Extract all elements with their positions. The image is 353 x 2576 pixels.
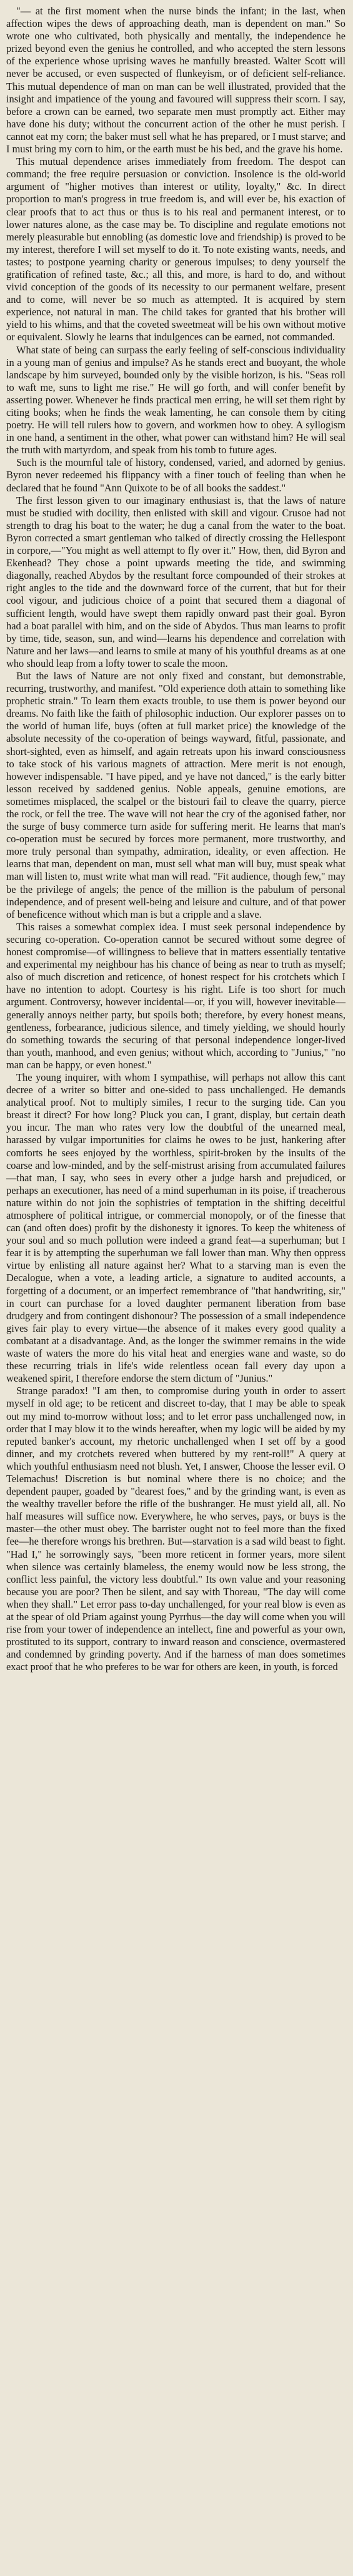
article-paragraph: The young inquirer, with whom I sympathise, will perhaps not allow this cant decree of a writer so bitter and one-sided to pass unchallenged. He demands analytical proof. Not to multiply similes, I recur to the surging tide. Can you breast it direct? For how long? Pluck you can, I grant, display, but certain death you incur. The man who rates very low the doubtful of the unearned meal, harassed by vulgar importunities for claims he owes to be just, hankering after comforts he sees enjoyed by the worthless, spirit-broken by the insults of the coarse and low-minded, and by the self-mistrust arising from accumulated failures—that man, I say, who sees in every other a judge harsh and prejudiced, or perhaps an executioner, has need of a mind superhuman in its poise, if treacherous nature within do not join the sophistries of temptation in the shifting deceitful atmosphere of political intrigue, or commercial monopoly, or of the finesse that can (and often does) profit by the dishonesty it ignores. To keep the whiteness of your soul and so much pollution were indeed a grand feat—a superhuman; but I fear it is by attempting the superhuman we fall lower than man. Why then oppress virtue by enlisting all nature against her? What to a starving man is even the Decalogue, when a vote, a leading article, a signature to audited accounts, a forgetting of a document, or an imperfect remembrance of "that handwriting, sir," in court can purchase for a loved daughter permanent liberation from base drudgery and from contingent dishonour? The possession of a small independence gives fair play to every virtue—the absence of it makes every good quality a combatant at a disadvantage. And, as the longer the swimmer remains in the wide waste of waters the more do his vital heat and energies wane and waste, so do these recurring trials in life's wide relentless ocean fall every day upon a weakened spirit, I therefore endorse the stern dictum of "Junius." [6, 1071, 346, 1385]
article-paragraph: Such is the mournful tale of history, condensed, varied, and adorned by genius. Byron never redeemed his flippancy with a finer touch of feeling than when he declared that he found "Ann Quixote to be of all books the saddest." [6, 456, 346, 494]
article-paragraph: This mutual dependence arises immediately from freedom. The despot can command; the free require persuasion or conviction. Insolence is the old-world argument of "higher motives than interest or utility, loyalty," &c. In direct proportion to man's progress in true freedom is, and will ever be, his exaction of clear proofs that to act thus or thus is to his real and permanent interest, or to lower natures alone, as the case may be. To discipline and regulate emotions not merely pleasurable but ennobling (as domestic love and friendship) is proved to be my interest, therefore I will set myself to do it. To note existing wants, needs, and tastes; to postpone yearning charity or generous impulses; to deny yourself the gratification of refined taste, &c.; all this, and more, is hard to do, and without vivid conception of the goods of its necessity to our permanent welfare, present and to come, will never be so much as attempted. It is acquired by stern experience, not natural in man. The child takes for granted that his brother will yield to his whims, and that the coveted sweetmeat will be his own without motive or equivalent. Slowly he learns that indulgences can be earned, not commanded. [6, 155, 346, 343]
article-paragraph: The first lesson given to our imaginary enthusiast is, that the laws of nature must be studied with docility, then enlisted with skill and vigour. Crusoe had not strength to drag his boat to the water; he dug a canal from the water to the boat. Byron corrected a smart gentleman who talked of directly crossing the Hellespont in corpore,—"You might as well attempt to fly over it." How, then, did Byron and Ekenhead? They chose a point upwards meeting the tide, and swimming diagonally, reached Abydos by the resultant force compounded of their strokes at right angles to the tide and the downward force of the current, that but for their cool vigour, and judicious choice of a point that secured them a diagonal of sufficient length, would have swept them rapidly onward past their goal. Byron had a boat parallel with him, and on the side of Abydos. Thus man learns to profit by time, tide, season, sun, and wind—learns his dependence and correlation with Nature and her laws—and learns to smile at many of his youthful dreams as at one who should leap from a lofty tower to scale the moon. [6, 494, 346, 669]
article-paragraph: But the laws of Nature are not only fixed and constant, but demonstrable, recurring, trustworthy, and manifest. "Old experience doth attain to something like prophetic strain." To learn them exacts trouble, to use them is power beyond our dreams. No faith like the faith of philosophic induction. Our explorer passes on to the world of human life, buys (often at full market price) the knowledge of the absolute necessity of the co-operation of beings wayward, fitful, passionate, and short-sighted, even as himself, and again retreats upon his inward consciousness to take stock of his various magnets of attraction. Mere merit is not enough, however indispensable. "I have piped, and ye have not danced," is the early bitter lesson received by saddened genius. Noble appeals, genuine emotions, are sometimes misplaced, the scalpel or the bistouri fail to cleave the quarry, pierce the rock, or fell the tree. The wave will not hear the cry of the agonised father, nor the surge of busy commerce turn aside for suffering merit. He learns that man's co-operation must be secured by forces more permanent, more trustworthy, and more truly personal than sympathy, admiration, ideality, or even affection. He learns that man, dependent on man, must sell what man will buy, must speak what man will listen to, must write what man will read. "Fit audience, though few," may be the privilege of angels; the pence of the million is the pabulum of personal independence, and of present well-being and leisure and culture, and of that power of beneficence without which man is but a cripple and a slave. [6, 669, 346, 920]
article-paragraph: What state of being can surpass the early feeling of self-conscious individuality in a young man of genius and impulse? As he stands erect and buoyant, the whole landscape by him surveyed, bounded only by the visible horizon, is his. "Seas roll to waft me, suns to light me rise." He will go forth, and will confer benefit by asserting power. Whenever he finds practical men erring, he will set them right by citing books; when he finds the weak lamenting, he can console them by citing poetry. He will tell rulers how to govern, and workmen how to obey. A syllogism in one hand, a sentiment in the other, what power can withstand him? He will seal the truth with martyrdom, and speak from his tomb to future ages. [6, 343, 346, 456]
article-paragraph: Strange paradox! "I am then, to compromise during youth in order to assert myself in old age; to be reticent and discreet to-day, that I may be able to speak out my mind to-morrow without loss; and to let error pass unchallenged now, in order that I may blow it to the winds hereafter, when my logic will be aided by my reputed banker's account, my rhetoric unchallenged when I set off by a good dinner, and my crotchets revered when buttered by my rent-roll!" A query at which youthful enthusiasm need not blush. Yet, I answer, Choose the lesser evil. O Telemachus! Discretion is but nominal where there is no choice; and the dependent pauper, goaded by "dearest foes," and by the grinding want, is even as the wealthy traveller before the rifle of the bushranger. He must yield all, all. No half measures will suffice now. Everywhere, he who serves, pays, or buys is the master—the other must obey. The barrister ought not to feel more than the fixed fee—he therefore wrongs his brethren. But—starvation is a sad wild beast to fight. "Had I," he sorrowingly says, "been more reticent in former years, more silent when silence was certainly blameless, the enemy would now be less strong, the conflict less painful, the victory less doubtful." Its own value and your reasoning because you are poor? Then be silent, and say with Thoreau, "The day will come when they shall." Let error pass to-day unchallenged, for your real blow is even as at the spear of old Priam against young Pyrrhus—the day will come when you will rise from your tower of independence an intellect, fine and powerful as your own, prostituted to its support, contrary to inward reason and conscience, overmastered and condemned by grinding poverty. And if the harness of man does sometimes exact proof that he who preferes to be war for others are keen, in youth, is forced [6, 1385, 346, 1673]
article-column [6, 5, 346, 1673]
article-paragraph: This raises a somewhat complex idea. I must seek personal independence by securing co-operation. Co-operation cannot be secured without some degree of honest compromise—of willingness to believe that in matters essentially tentative and experimental my neighbour has his chance of being as near to truth as myself; also of much discretion and reticence, of honest respect for his crotchets which I have no intention to adopt. Courtesy is his right. Life is too short for much argument. Controversy, however incidental—or, if you will, however inevitable—generally annoys neither party, but spoils both; therefore, by every honest means, gentleness, forbearance, judicious silence, and timely yielding, we should hourly do something towards the securing of that personal independence longer-lived than youth, manhood, and even genius; without which, according to "Junius," "no man can be happy, or even honest." [6, 920, 346, 1071]
article-paragraph: "— at the first moment when the nurse binds the infant; in the last, when affection wipes the dews of approaching death, man is dependent on man." So wrote one who cultivated, both physically and mentally, the independence he prized beyond even the genius he controlled, and who accepted the stern lessons of the experience whose uprising waves he manfully breasted. Walter Scott will never be accused, or even suspected of flunkeyism, or of deficient self-reliance. This mutual dependence of man on man can be well illustrated, provided that the insight and impatience of the young and favoured will suppress their scorn. I say, before a crown can be earned, two separate men must promptly act. Either may have done his duty; without the concurrent action of the other he must perish. I cannot eat my corn; the baker must sell what he has prepared, or I must starve; and I must bring my corn to him, or the earth must be his bed, and the grave his home. [6, 5, 346, 155]
